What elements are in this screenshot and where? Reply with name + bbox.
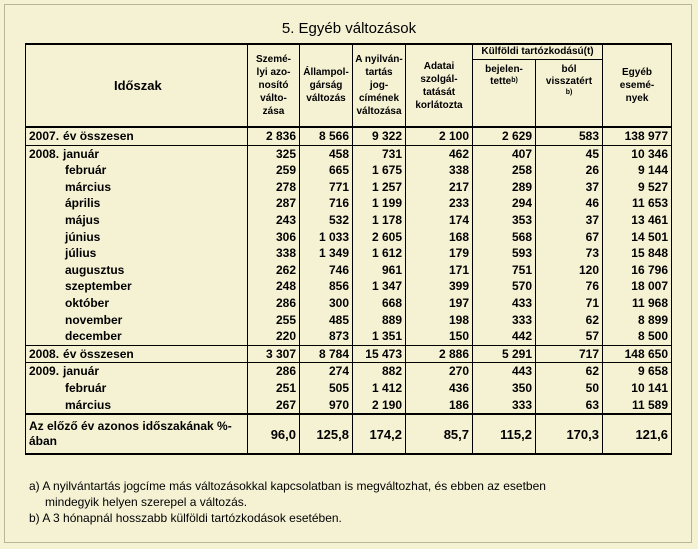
cell-citizenship: 300 bbox=[300, 295, 353, 312]
cell-abroad-returned: 46 bbox=[536, 195, 603, 212]
cell-personal-id: 286 bbox=[248, 295, 300, 312]
header-other-events: Egyéb esemé- nyek bbox=[603, 44, 672, 127]
period-label: szeptember bbox=[65, 279, 132, 294]
cell-personal-id: 338 bbox=[248, 245, 300, 262]
header-abroad-returned-text: ból visszatért bbox=[545, 64, 593, 87]
footnote-b-marker: b) bbox=[565, 89, 573, 96]
cell-data-restriction: 150 bbox=[406, 328, 473, 345]
cell-other-events: 138 977 bbox=[603, 127, 672, 145]
cell-other-events: 148 650 bbox=[603, 345, 672, 363]
cell-citizenship: 485 bbox=[300, 312, 353, 329]
summary-abroad-returned: 170,3 bbox=[536, 414, 603, 454]
cell-abroad-reported: 433 bbox=[473, 295, 536, 312]
year-label: 2008. bbox=[29, 346, 60, 361]
cell-abroad-returned: 62 bbox=[536, 363, 603, 380]
header-data-restriction: Adatai szolgál- tatását korlátozta bbox=[406, 44, 473, 127]
cell-citizenship: 274 bbox=[300, 363, 353, 380]
cell-abroad-returned: 37 bbox=[536, 179, 603, 196]
cell-legal-title: 2 190 bbox=[353, 397, 406, 415]
cell-abroad-reported: 294 bbox=[473, 195, 536, 212]
summary-personal-id: 96,0 bbox=[248, 414, 300, 454]
cell-personal-id: 251 bbox=[248, 380, 300, 397]
cell-personal-id: 2 836 bbox=[248, 127, 300, 145]
cell-abroad-reported: 2 629 bbox=[473, 127, 536, 145]
summary-legal-title: 174,2 bbox=[353, 414, 406, 454]
cell-abroad-reported: 443 bbox=[473, 363, 536, 380]
cell-abroad-returned: 71 bbox=[536, 295, 603, 312]
table-row bbox=[26, 145, 672, 162]
table-body bbox=[26, 127, 672, 454]
cell-legal-title: 1 675 bbox=[353, 162, 406, 179]
period-cell bbox=[26, 397, 248, 415]
cell-data-restriction: 436 bbox=[406, 380, 473, 397]
cell-personal-id: 287 bbox=[248, 195, 300, 212]
summary-row bbox=[26, 414, 672, 454]
period-cell bbox=[26, 162, 248, 179]
cell-abroad-returned: 67 bbox=[536, 229, 603, 246]
changes-table bbox=[25, 43, 672, 455]
period-cell bbox=[26, 212, 248, 229]
table-row bbox=[26, 229, 672, 246]
period-label: március bbox=[65, 179, 112, 194]
cell-abroad-returned: 73 bbox=[536, 245, 603, 262]
cell-abroad-returned: 717 bbox=[536, 345, 603, 363]
period-cell bbox=[26, 127, 248, 145]
table-row bbox=[26, 328, 672, 345]
period-label: év összesen bbox=[63, 346, 134, 361]
table-row bbox=[26, 278, 672, 295]
header-abroad-reported bbox=[473, 60, 536, 128]
cell-data-restriction: 399 bbox=[406, 278, 473, 295]
cell-legal-title: 1 199 bbox=[353, 195, 406, 212]
footnote-a-cont: mindegyik helyen szerepel a változás. bbox=[45, 495, 248, 509]
cell-personal-id: 243 bbox=[248, 212, 300, 229]
period-cell bbox=[26, 262, 248, 279]
cell-data-restriction: 338 bbox=[406, 162, 473, 179]
period-cell bbox=[26, 380, 248, 397]
period-label: január bbox=[63, 364, 100, 379]
table-row bbox=[26, 127, 672, 145]
header-abroad-reported-text: bejelen- tette bbox=[485, 64, 523, 87]
cell-other-events: 9 658 bbox=[603, 363, 672, 380]
period-label: október bbox=[65, 295, 110, 310]
table-row bbox=[26, 195, 672, 212]
cell-abroad-returned: 63 bbox=[536, 397, 603, 415]
header-abroad-returned bbox=[536, 60, 603, 128]
cell-personal-id: 325 bbox=[248, 145, 300, 162]
cell-citizenship: 665 bbox=[300, 162, 353, 179]
table-row bbox=[26, 245, 672, 262]
cell-abroad-reported: 570 bbox=[473, 278, 536, 295]
cell-data-restriction: 198 bbox=[406, 312, 473, 329]
cell-abroad-reported: 407 bbox=[473, 145, 536, 162]
summary-data-restriction: 85,7 bbox=[406, 414, 473, 454]
cell-legal-title: 1 612 bbox=[353, 245, 406, 262]
table-row bbox=[26, 212, 672, 229]
summary-abroad-reported: 115,2 bbox=[473, 414, 536, 454]
cell-legal-title: 1 178 bbox=[353, 212, 406, 229]
cell-other-events: 11 653 bbox=[603, 195, 672, 212]
period-label: július bbox=[65, 246, 97, 261]
cell-personal-id: 286 bbox=[248, 363, 300, 380]
cell-data-restriction: 2 886 bbox=[406, 345, 473, 363]
table-title: 5. Egyéb változások bbox=[281, 20, 417, 37]
cell-other-events: 10 141 bbox=[603, 380, 672, 397]
cell-personal-id: 259 bbox=[248, 162, 300, 179]
cell-personal-id: 262 bbox=[248, 262, 300, 279]
cell-abroad-reported: 751 bbox=[473, 262, 536, 279]
cell-personal-id: 267 bbox=[248, 397, 300, 415]
period-label: április bbox=[65, 196, 101, 211]
cell-data-restriction: 186 bbox=[406, 397, 473, 415]
cell-abroad-returned: 57 bbox=[536, 328, 603, 345]
table-row bbox=[26, 162, 672, 179]
cell-abroad-returned: 26 bbox=[536, 162, 603, 179]
cell-abroad-returned: 37 bbox=[536, 212, 603, 229]
cell-other-events: 8 500 bbox=[603, 328, 672, 345]
cell-data-restriction: 217 bbox=[406, 179, 473, 196]
table-row bbox=[26, 363, 672, 380]
cell-citizenship: 532 bbox=[300, 212, 353, 229]
cell-personal-id: 255 bbox=[248, 312, 300, 329]
cell-citizenship: 1 349 bbox=[300, 245, 353, 262]
cell-citizenship: 8 784 bbox=[300, 345, 353, 363]
cell-abroad-returned: 120 bbox=[536, 262, 603, 279]
footnote-a: a) A nyilvántartás jogcíme más változásokkal kapcsolatban is megváltozhat, és ebben az esetben bbox=[29, 479, 546, 493]
cell-citizenship: 716 bbox=[300, 195, 353, 212]
period-label: év összesen bbox=[63, 129, 134, 143]
period-cell bbox=[26, 328, 248, 345]
cell-legal-title: 1 347 bbox=[353, 278, 406, 295]
period-cell bbox=[26, 278, 248, 295]
summary-label: Az előző év azonos időszakának %-ában bbox=[26, 414, 248, 454]
cell-legal-title: 1 351 bbox=[353, 328, 406, 345]
cell-legal-title: 2 605 bbox=[353, 229, 406, 246]
cell-legal-title: 1 412 bbox=[353, 380, 406, 397]
cell-legal-title: 1 257 bbox=[353, 179, 406, 196]
cell-legal-title: 668 bbox=[353, 295, 406, 312]
cell-other-events: 15 848 bbox=[603, 245, 672, 262]
period-label: november bbox=[65, 312, 123, 327]
cell-data-restriction: 462 bbox=[406, 145, 473, 162]
period-cell bbox=[26, 295, 248, 312]
period-label: augusztus bbox=[65, 262, 125, 277]
cell-citizenship: 8 566 bbox=[300, 127, 353, 145]
cell-other-events: 9 527 bbox=[603, 179, 672, 196]
table-row bbox=[26, 312, 672, 329]
cell-citizenship: 458 bbox=[300, 145, 353, 162]
cell-personal-id: 220 bbox=[248, 328, 300, 345]
period-label: február bbox=[65, 163, 107, 178]
cell-data-restriction: 171 bbox=[406, 262, 473, 279]
period-cell bbox=[26, 195, 248, 212]
cell-personal-id: 3 307 bbox=[248, 345, 300, 363]
cell-data-restriction: 233 bbox=[406, 195, 473, 212]
header-citizenship: Állampol- gárság változás bbox=[300, 44, 353, 127]
period-cell bbox=[26, 363, 248, 380]
cell-data-restriction: 179 bbox=[406, 245, 473, 262]
table-row bbox=[26, 179, 672, 196]
period-label: június bbox=[65, 229, 101, 244]
cell-abroad-reported: 350 bbox=[473, 380, 536, 397]
cell-other-events: 13 461 bbox=[603, 212, 672, 229]
summary-other-events: 121,6 bbox=[603, 414, 672, 454]
cell-abroad-returned: 583 bbox=[536, 127, 603, 145]
cell-abroad-returned: 76 bbox=[536, 278, 603, 295]
period-label: december bbox=[65, 329, 122, 344]
cell-personal-id: 278 bbox=[248, 179, 300, 196]
period-cell bbox=[26, 345, 248, 363]
period-cell bbox=[26, 229, 248, 246]
table-row bbox=[26, 397, 672, 415]
cell-abroad-returned: 50 bbox=[536, 380, 603, 397]
period-cell bbox=[26, 145, 248, 162]
footnotes bbox=[29, 478, 669, 526]
cell-data-restriction: 168 bbox=[406, 229, 473, 246]
table-row bbox=[26, 345, 672, 363]
cell-data-restriction: 2 100 bbox=[406, 127, 473, 145]
footnote-b: b) A 3 hónapnál hosszabb külföldi tartózkodások esetében. bbox=[29, 511, 342, 525]
cell-citizenship: 970 bbox=[300, 397, 353, 415]
cell-other-events: 9 144 bbox=[603, 162, 672, 179]
header-personal-id: Szemé- lyi azo- nosító válto- zása bbox=[248, 44, 300, 127]
year-label: 2008. bbox=[29, 146, 60, 161]
period-cell bbox=[26, 179, 248, 196]
summary-citizenship: 125,8 bbox=[300, 414, 353, 454]
period-label: május bbox=[65, 212, 100, 227]
cell-citizenship: 505 bbox=[300, 380, 353, 397]
cell-citizenship: 1 033 bbox=[300, 229, 353, 246]
cell-abroad-returned: 45 bbox=[536, 145, 603, 162]
header-abroad-group: Külföldi tartózkodású(t) bbox=[473, 44, 603, 60]
cell-abroad-reported: 593 bbox=[473, 245, 536, 262]
cell-data-restriction: 174 bbox=[406, 212, 473, 229]
table-row bbox=[26, 380, 672, 397]
header-period: Időszak bbox=[26, 44, 248, 127]
cell-legal-title: 15 473 bbox=[353, 345, 406, 363]
cell-citizenship: 856 bbox=[300, 278, 353, 295]
cell-legal-title: 889 bbox=[353, 312, 406, 329]
cell-abroad-reported: 353 bbox=[473, 212, 536, 229]
cell-data-restriction: 270 bbox=[406, 363, 473, 380]
year-label: 2007. bbox=[29, 129, 60, 143]
cell-abroad-reported: 333 bbox=[473, 312, 536, 329]
cell-legal-title: 731 bbox=[353, 145, 406, 162]
cell-abroad-reported: 258 bbox=[473, 162, 536, 179]
cell-other-events: 11 589 bbox=[603, 397, 672, 415]
cell-other-events: 18 007 bbox=[603, 278, 672, 295]
cell-other-events: 10 346 bbox=[603, 145, 672, 162]
cell-other-events: 11 968 bbox=[603, 295, 672, 312]
header-legal-title: A nyilván- tartás jog- címének változása bbox=[353, 44, 406, 127]
table-row bbox=[26, 262, 672, 279]
cell-abroad-reported: 5 291 bbox=[473, 345, 536, 363]
period-label: február bbox=[65, 380, 107, 395]
cell-abroad-reported: 289 bbox=[473, 179, 536, 196]
period-label: január bbox=[63, 146, 100, 161]
cell-citizenship: 873 bbox=[300, 328, 353, 345]
cell-legal-title: 961 bbox=[353, 262, 406, 279]
cell-legal-title: 9 322 bbox=[353, 127, 406, 145]
cell-data-restriction: 197 bbox=[406, 295, 473, 312]
cell-abroad-reported: 333 bbox=[473, 397, 536, 415]
period-cell bbox=[26, 312, 248, 329]
cell-other-events: 14 501 bbox=[603, 229, 672, 246]
cell-citizenship: 746 bbox=[300, 262, 353, 279]
year-label: 2009. bbox=[29, 364, 60, 379]
table-row bbox=[26, 295, 672, 312]
cell-legal-title: 882 bbox=[353, 363, 406, 380]
period-label: március bbox=[65, 397, 112, 412]
cell-abroad-returned: 62 bbox=[536, 312, 603, 329]
cell-other-events: 8 899 bbox=[603, 312, 672, 329]
period-cell bbox=[26, 245, 248, 262]
cell-personal-id: 248 bbox=[248, 278, 300, 295]
cell-abroad-reported: 442 bbox=[473, 328, 536, 345]
cell-citizenship: 771 bbox=[300, 179, 353, 196]
cell-abroad-reported: 568 bbox=[473, 229, 536, 246]
cell-personal-id: 306 bbox=[248, 229, 300, 246]
footnote-b-marker: b) bbox=[511, 77, 518, 84]
cell-other-events: 16 796 bbox=[603, 262, 672, 279]
